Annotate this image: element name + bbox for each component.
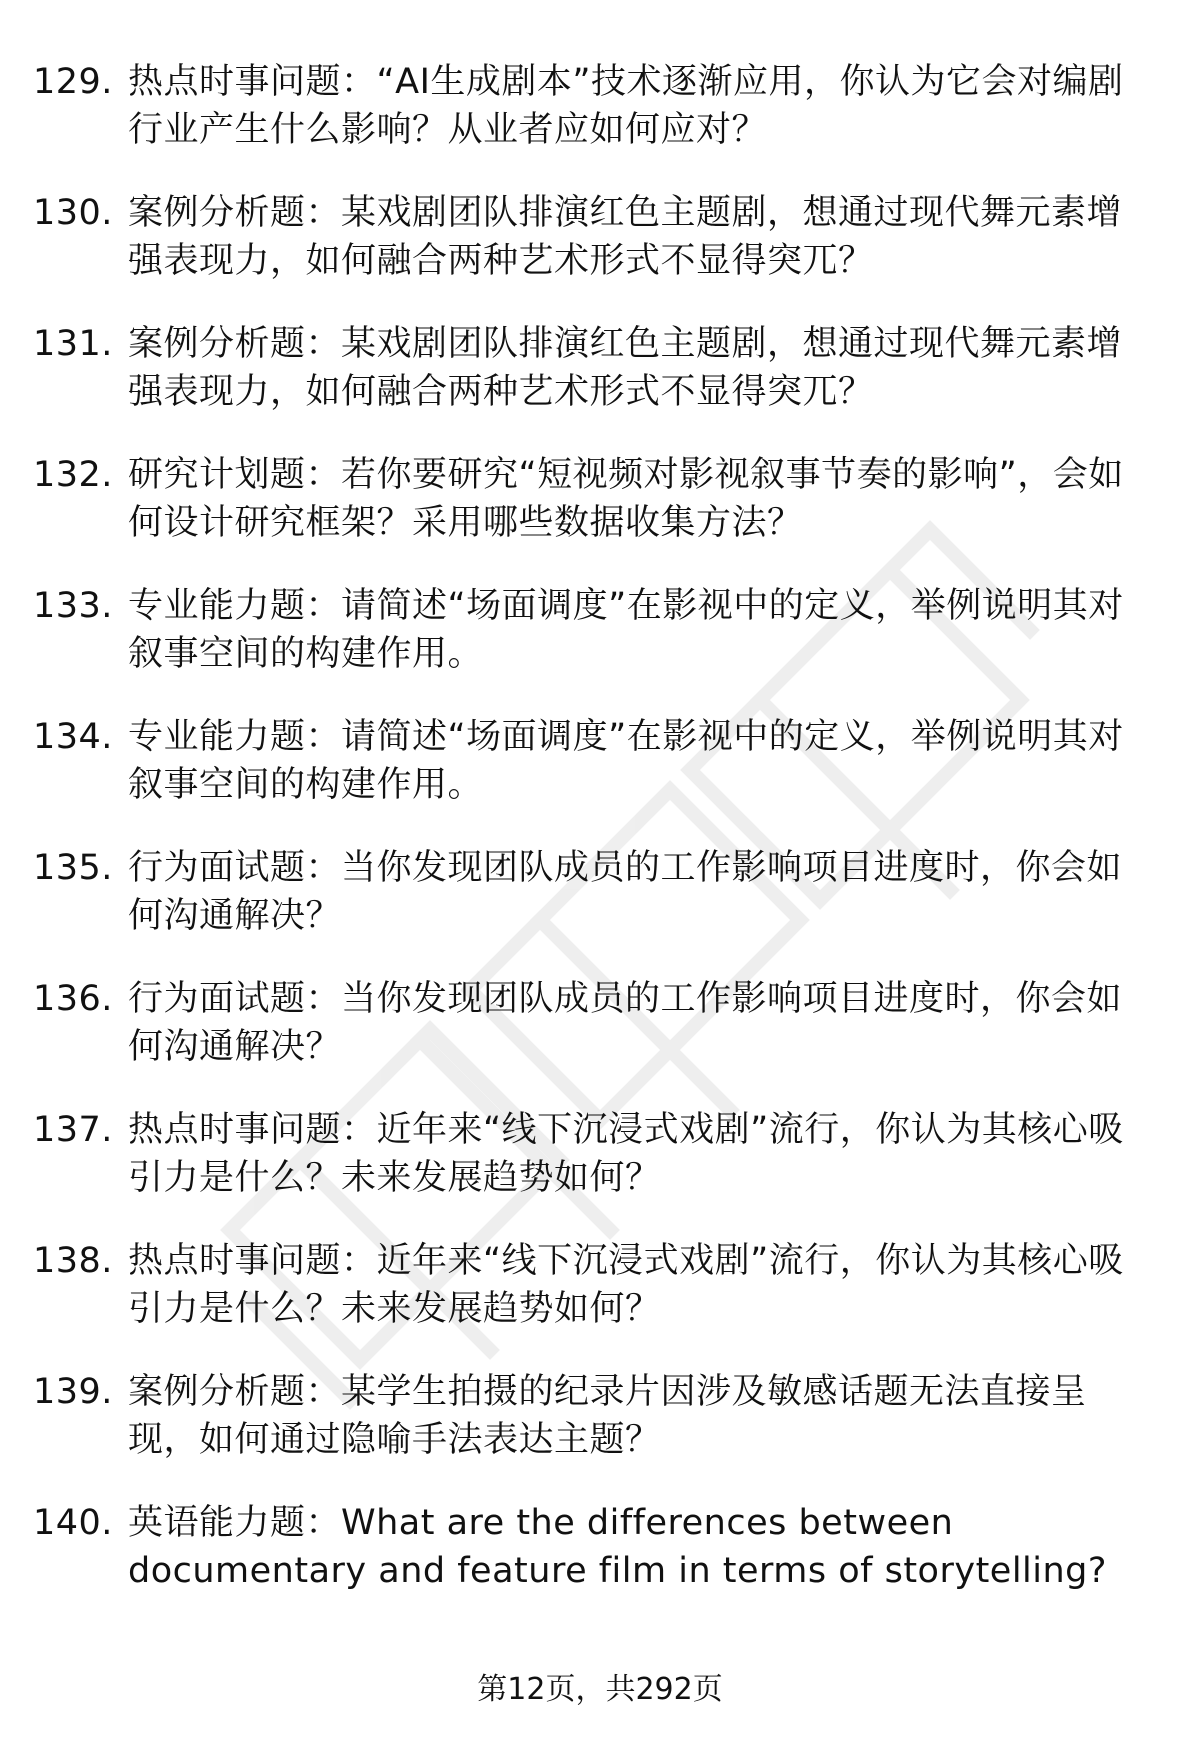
question-number: 135. [33,848,113,888]
page-footer: 第12页，共292页 [477,1672,723,1707]
question-item [33,713,1143,844]
question-text: 案例分析题：某戏剧团队排演红色主题剧，想通过现代舞元素增强表现力，如何融合两种艺术形式不显得突兀？ [128,193,1123,281]
question-item [33,1499,1143,1630]
question-item [33,451,1143,582]
question-number: 132. [33,455,113,495]
question-text: 专业能力题：请简述“场面调度”在影视中的定义，举例说明其对叙事空间的构建作用。 [128,717,1124,805]
question-text: 行为面试题：当你发现团队成员的工作影响项目进度时，你会如何沟通解决？ [128,979,1123,1067]
question-item [33,320,1143,451]
question-text: 热点时事问题：近年来“线下沉浸式戏剧”流行，你认为其核心吸引力是什么？未来发展趋势如何？ [128,1241,1124,1329]
question-number: 130. [33,193,113,233]
question-item [33,975,1143,1106]
question-number: 131. [33,324,113,364]
question-number: 139. [33,1372,113,1412]
question-text: 专业能力题：请简述“场面调度”在影视中的定义，举例说明其对叙事空间的构建作用。 [128,586,1124,674]
question-number: 137. [33,1110,113,1150]
question-item [33,58,1143,189]
question-number: 140. [33,1503,113,1543]
question-text: 热点时事问题：近年来“线下沉浸式戏剧”流行，你认为其核心吸引力是什么？未来发展趋势如何？ [128,1110,1124,1198]
question-text: 案例分析题：某戏剧团队排演红色主题剧，想通过现代舞元素增强表现力，如何融合两种艺术形式不显得突兀？ [128,324,1123,412]
question-number: 136. [33,979,113,1019]
question-item [33,582,1143,713]
question-item [33,1237,1143,1368]
question-text: 热点时事问题：“AI生成剧本”技术逐渐应用，你认为它会对编剧行业产生什么影响？从业者应如何应对？ [128,62,1124,150]
question-item [33,1106,1143,1237]
question-item [33,189,1143,320]
question-item [33,844,1143,975]
question-text: 研究计划题：若你要研究“短视频对影视叙事节奏的影响”，会如何设计研究框架？采用哪些数据收集方法？ [128,455,1124,543]
question-number: 133. [33,586,113,626]
question-text: 英语能力题：What are the differences between documentary and feature film in terms of storytelling? [128,1503,1107,1591]
question-text: 案例分析题：某学生拍摄的纪录片因涉及敏感话题无法直接呈现，如何通过隐喻手法表达主题？ [128,1372,1087,1460]
question-item [33,1368,1143,1499]
question-list [33,58,1143,1630]
question-text: 行为面试题：当你发现团队成员的工作影响项目进度时，你会如何沟通解决？ [128,848,1123,936]
question-number: 134. [33,717,113,757]
question-number: 129. [33,62,113,102]
question-number: 138. [33,1241,113,1281]
